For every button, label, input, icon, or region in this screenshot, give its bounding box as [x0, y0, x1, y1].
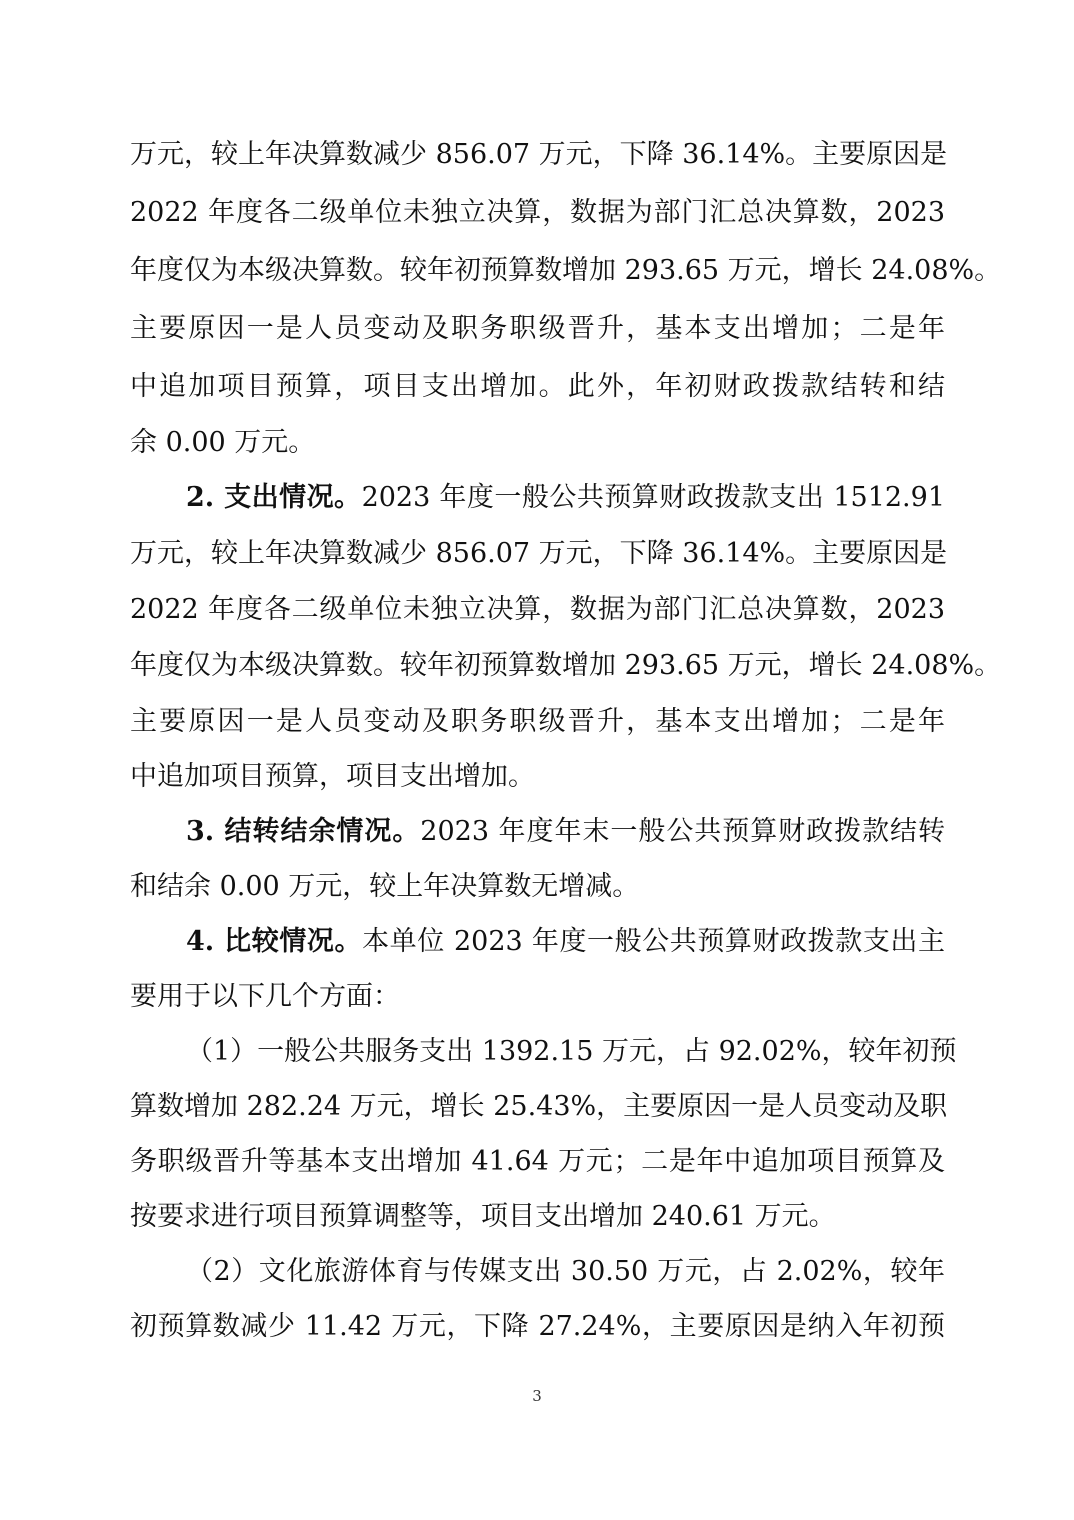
- page-number: 3: [532, 1387, 542, 1405]
- text-line: 年度仅为本级决算数。较年初预算数增加 293.65 万元，增长 24.08%。: [130, 255, 1002, 286]
- text-line: 中追加项目预算，项目支出增加。此外，年初财政拨款结转和结: [130, 371, 945, 402]
- text-line: 要用于以下几个方面：: [130, 981, 400, 1012]
- text-line: 万元，较上年决算数减少 856.07 万元，下降 36.14%。主要原因是: [130, 139, 948, 170]
- text-span: 本单位 2023 年度一般公共预算财政拨款支出主: [362, 926, 945, 957]
- text-line: 务职级晋升等基本支出增加 41.64 万元；二是年中追加项目预算及: [130, 1146, 945, 1177]
- text-line: （2）文化旅游体育与传媒支出 30.50 万元，占 2.02%，较年: [186, 1256, 945, 1287]
- text-line: [186, 812, 945, 852]
- text-span: 2023 年度一般公共预算财政拨款支出 1512.91: [361, 482, 946, 513]
- text-line: 和结余 0.00 万元，较上年决算数无增减。: [130, 871, 640, 902]
- text-line: 初预算数减少 11.42 万元，下降 27.24%，主要原因是纳入年初预: [130, 1311, 945, 1342]
- text-line: 算数增加 282.24 万元，增长 25.43%，主要原因一是人员变动及职: [130, 1091, 948, 1122]
- section-heading-carryover: 3. 结转结余情况。: [186, 816, 421, 847]
- section-heading-comparison: 4. 比较情况。: [186, 926, 363, 957]
- section-heading-expenditure: 2. 支出情况。: [186, 482, 362, 513]
- text-line: 2022 年度各二级单位未独立决算，数据为部门汇总决算数，2023: [130, 197, 945, 228]
- text-line: [186, 478, 945, 518]
- text-line: 2022 年度各二级单位未独立决算，数据为部门汇总决算数，2023: [130, 594, 945, 625]
- text-line: 主要原因一是人员变动及职务职级晋升，基本支出增加；二是年: [130, 313, 945, 344]
- text-line: 万元，较上年决算数减少 856.07 万元，下降 36.14%。主要原因是: [130, 538, 948, 569]
- text-line: 中追加项目预算，项目支出增加。: [130, 761, 535, 792]
- text-line: （1）一般公共服务支出 1392.15 万元，占 92.02%，较年初预: [186, 1036, 957, 1067]
- text-span: 2023 年度年末一般公共预算财政拨款结转: [420, 816, 945, 847]
- text-line: 年度仅为本级决算数。较年初预算数增加 293.65 万元，增长 24.08%。: [130, 650, 1002, 681]
- text-line: [186, 922, 945, 962]
- text-line: 余 0.00 万元。: [130, 427, 316, 458]
- text-line: 主要原因一是人员变动及职务职级晋升，基本支出增加；二是年: [130, 706, 945, 737]
- text-line: 按要求进行项目预算调整等，项目支出增加 240.61 万元。: [130, 1201, 836, 1232]
